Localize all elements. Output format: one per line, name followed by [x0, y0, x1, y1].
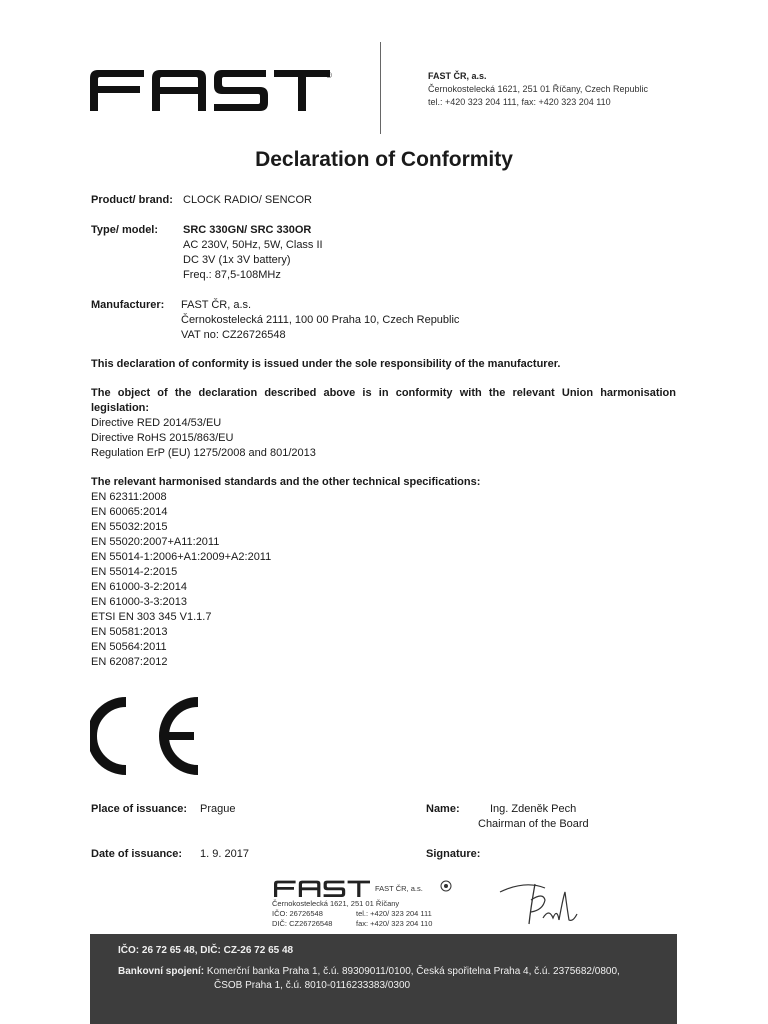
- model-detail: AC 230V, 50Hz, 5W, Class II: [183, 239, 323, 251]
- company-name: FAST ČR, a.s.: [428, 71, 487, 81]
- header-divider: [380, 42, 381, 134]
- standard-item: EN 50581:2013: [91, 626, 168, 638]
- name-label: Name:: [426, 803, 460, 815]
- standard-item: EN 55014-2:2015: [91, 566, 178, 578]
- responsibility-statement: This declaration of conformity is issued under the sole responsibility of the manufacturer.: [91, 358, 561, 370]
- standard-item: EN 62311:2008: [91, 491, 167, 503]
- model-detail: DC 3V (1x 3V battery): [183, 254, 291, 266]
- model-detail: Freq.: 87,5-108MHz: [183, 269, 281, 281]
- standard-item: EN 61000-3-2:2014: [91, 581, 188, 593]
- ce-mark-graphic: [90, 697, 205, 775]
- signature-graphic: [495, 878, 585, 930]
- footer-company-ids: IČO: 26 72 65 48, DIČ: CZ-26 72 65 48: [118, 945, 294, 956]
- standard-item: EN 50564:2011: [91, 641, 167, 653]
- product-value: CLOCK RADIO/ SENCOR: [183, 194, 312, 206]
- company-address: Černokostelecká 1621, 251 01 Říčany, Czech Republic: [428, 84, 648, 94]
- standard-item: EN 55032:2015: [91, 521, 168, 533]
- footer-bank-row: [118, 965, 620, 979]
- manufacturer-line: VAT no: CZ26726548: [181, 329, 286, 341]
- stamp-tel: tel.: +420/ 323 204 111: [356, 909, 432, 918]
- directive-item: Regulation ErP (EU) 1275/2008 and 801/2013: [91, 447, 316, 459]
- stamp-logo: [274, 880, 372, 898]
- stamp-seal-icon: [440, 880, 452, 892]
- standard-item: EN 55014-1:2006+A1:2009+A2:2011: [91, 551, 272, 563]
- stamp-company: FAST ČR, a.s.: [375, 884, 423, 893]
- directive-item: Directive RED 2014/53/EU: [91, 417, 222, 429]
- stamp-address: Černokostelecká 1621, 251 01 Říčany: [272, 899, 400, 908]
- date-label: Date of issuance:: [91, 848, 183, 860]
- directive-item: Directive RoHS 2015/863/EU: [91, 432, 234, 444]
- conformity-statement-cont: legislation:: [91, 402, 150, 414]
- manufacturer-line: FAST ČR, a.s.: [181, 299, 252, 311]
- document-title: Declaration of Conformity: [255, 148, 513, 171]
- place-value: Prague: [200, 803, 236, 815]
- place-label: Place of issuance:: [91, 803, 187, 815]
- standard-item: EN 62087:2012: [91, 656, 168, 668]
- standard-item: EN 55020:2007+A11:2011: [91, 536, 220, 548]
- standard-item: EN 61000-3-3:2013: [91, 596, 188, 608]
- date-value: 1. 9. 2017: [200, 848, 249, 860]
- model-value: SRC 330GN/ SRC 330OR: [183, 224, 312, 236]
- svg-text:®: ®: [326, 71, 332, 80]
- stamp-dic: DIČ: CZ26726548: [272, 919, 333, 928]
- signatory-name: Ing. Zdeněk Pech: [490, 803, 577, 815]
- conformity-statement: The object of the declaration described above is in conformity with the relevant Union harmonisation: [91, 387, 676, 399]
- footer-bank-line: Komerční banka Praha 1, č.ú. 89309011/0100, Česká spořitelna Praha 4, č.ú. 2375682/0800,: [206, 966, 620, 977]
- company-stamp: [272, 878, 467, 933]
- company-header-info: [428, 70, 648, 109]
- standard-item: ETSI EN 303 345 V1.1.7: [91, 611, 212, 623]
- standards-heading: The relevant harmonised standards and the other technical specifications:: [91, 476, 481, 488]
- stamp-ico: IČO: 26726548: [272, 909, 323, 918]
- company-phone: tel.: +420 323 204 111, fax: +420 323 204 110: [428, 97, 611, 107]
- fast-logo-graphic: [90, 70, 335, 112]
- footer-bank-line-2: ČSOB Praha 1, č.ú. 8010-0116233383/0300: [214, 980, 411, 991]
- footer-band: [90, 934, 677, 1024]
- signature-label: Signature:: [426, 848, 481, 860]
- model-label: Type/ model:: [91, 224, 159, 236]
- standard-item: EN 60065:2014: [91, 506, 168, 518]
- handwritten-signature: [495, 878, 585, 935]
- fast-logo: [90, 70, 335, 117]
- manufacturer-label: Manufacturer:: [91, 299, 165, 311]
- signatory-role: Chairman of the Board: [478, 818, 589, 830]
- ce-mark: [90, 697, 205, 780]
- stamp-fax: fax: +420/ 323 204 110: [356, 919, 433, 928]
- footer-bank-label: Bankovní spojení:: [118, 966, 205, 977]
- product-label: Product/ brand:: [91, 194, 173, 206]
- manufacturer-line: Černokostelecká 2111, 100 00 Praha 10, Czech Republic: [181, 314, 460, 326]
